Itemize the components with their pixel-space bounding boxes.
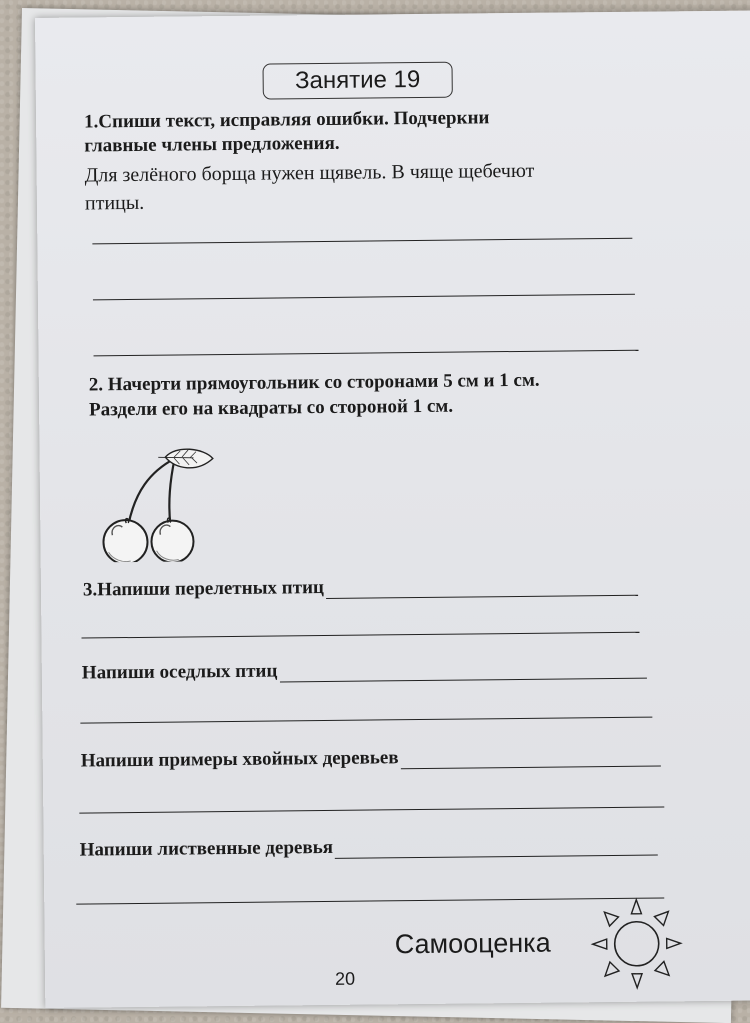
answer-line[interactable]	[279, 660, 647, 683]
answer-line[interactable]	[81, 632, 639, 639]
answer-line[interactable]	[79, 806, 664, 813]
coniferous-trees-prompt: Напиши примеры хвойных деревьев	[80, 747, 399, 772]
answer-line[interactable]	[80, 717, 652, 724]
answer-line[interactable]	[76, 897, 664, 904]
task1-text-line2: птицы.	[84, 191, 145, 215]
coniferous-trees-row	[81, 744, 661, 772]
answer-line[interactable]	[93, 294, 635, 301]
resident-birds-row	[82, 657, 647, 685]
worksheet-page	[35, 10, 750, 1007]
task1-text-line1: Для зелёного борща нужен щявель. В чяще щебечют	[84, 159, 535, 187]
deciduous-trees-prompt: Напиши лиственные деревья	[79, 836, 334, 861]
answer-line[interactable]	[326, 577, 638, 599]
task2-instruction-line2: Раздели его на квадраты со стороной 1 см.	[88, 395, 454, 421]
sun-icon[interactable]	[589, 896, 685, 992]
migratory-birds-prompt: 3.Напиши перелетных птиц	[82, 577, 325, 601]
answer-line[interactable]	[335, 837, 658, 859]
answer-line[interactable]	[401, 747, 661, 769]
task2-instruction-line1: 2. Начерти прямоугольник со сторонами 5 см и 1 см.	[88, 369, 540, 396]
cherry-icon	[90, 446, 216, 562]
deciduous-trees-row	[80, 834, 658, 862]
answer-line[interactable]	[94, 350, 639, 357]
task1-instruction-line2: главные члены предложения.	[84, 132, 340, 157]
migratory-birds-row	[83, 574, 638, 602]
answer-line[interactable]	[92, 238, 632, 245]
self-assessment-label: Самооценка	[394, 927, 551, 960]
resident-birds-prompt: Напиши оседлых птиц	[81, 660, 278, 684]
page-number: 20	[334, 968, 356, 989]
task1-instruction-line1: 1.Спиши текст, исправляя ошибки. Подчеркни	[83, 107, 490, 133]
lesson-title: Занятие 19	[262, 62, 452, 100]
